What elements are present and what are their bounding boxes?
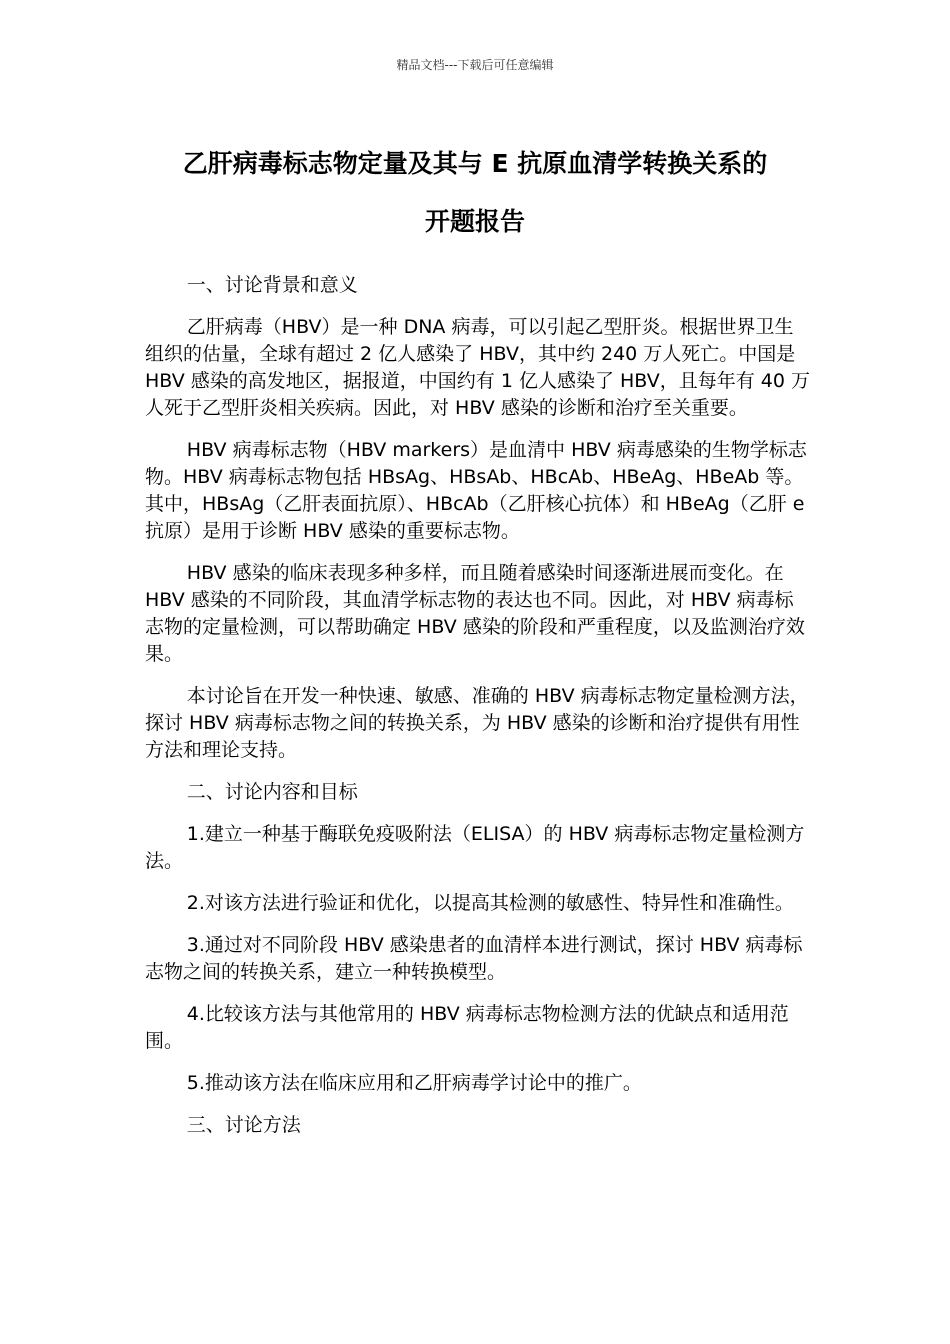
section-2-heading: 二、讨论内容和目标 — [186, 781, 358, 803]
section-1-heading: 一、讨论背景和意义 — [186, 274, 358, 296]
section-1-paragraph-1: 乙肝病毒（HBV）是一种 DNA 病毒，可以引起乙型肝炎。根据世界卫生组织的估量，全球有超过 2 亿人感染了 HBV，其中约 240 万人死亡。中国是 HBV 感染的高发地区，据报道，中国约有 1 亿人感染了 HBV，且每年有 40 万人死于乙型肝炎相关疾病。因此，对 HBV 感染的诊断和治疗至关重要。 — [145, 316, 810, 419]
section-1-paragraph-2: HBV 病毒标志物（HBV markers）是血清中 HBV 病毒感染的生物学标志物。HBV 病毒标志物包括 HBsAg、HBsAb、HBcAb、HBeAg、HBeAb 等。其中，HBsAg（乙肝表面抗原）、HBcAb（乙肝核心抗体）和 HBeAg（乙肝 e 抗原）是用于诊断 HBV 感染的重要标志物。 — [145, 439, 807, 542]
section-3-heading: 三、讨论方法 — [186, 1114, 301, 1136]
section-2-item-1: 1.建立一种基于酶联免疫吸附法（ELISA）的 HBV 病毒标志物定量检测方法。 — [145, 823, 805, 872]
title-line-2: 开题报告 — [424, 207, 525, 236]
document-body — [145, 272, 810, 1154]
document-title — [100, 135, 850, 251]
section-1-paragraph-3: HBV 感染的临床表现多种多样，而且随着感染时间逐渐进展而变化。在 HBV 感染的不同阶段，其血清学标志物的表达也不同。因此，对 HBV 病毒标志物的定量检测，可以帮助确定 HBV 感染的阶段和严重程度，以及监测治疗效果。 — [145, 562, 805, 665]
title-line-1: 乙肝病毒标志物定量及其与 E 抗原血清学转换关系的 — [182, 149, 768, 178]
section-2-item-4: 4.比较该方法与其他常用的 HBV 病毒标志物检测方法的优缺点和适用范围。 — [145, 1003, 789, 1052]
section-2-item-5: 5.推动该方法在临床应用和乙肝病毒学讨论中的推广。 — [186, 1072, 642, 1094]
page-header: 精品文档---下载后可任意编辑 — [396, 58, 554, 72]
section-1-paragraph-4: 本讨论旨在开发一种快速、敏感、准确的 HBV 病毒标志物定量检测方法，探讨 HBV 病毒标志物之间的转换关系，为 HBV 感染的诊断和治疗提供有用性方法和理论支持。 — [145, 685, 809, 761]
section-2-item-2: 2.对该方法进行验证和优化，以提高其检测的敏感性、特异性和准确性。 — [186, 892, 794, 914]
section-2-item-3: 3.通过对不同阶段 HBV 感染患者的血清样本进行测试，探讨 HBV 病毒标志物之间的转换关系，建立一种转换模型。 — [145, 934, 803, 983]
